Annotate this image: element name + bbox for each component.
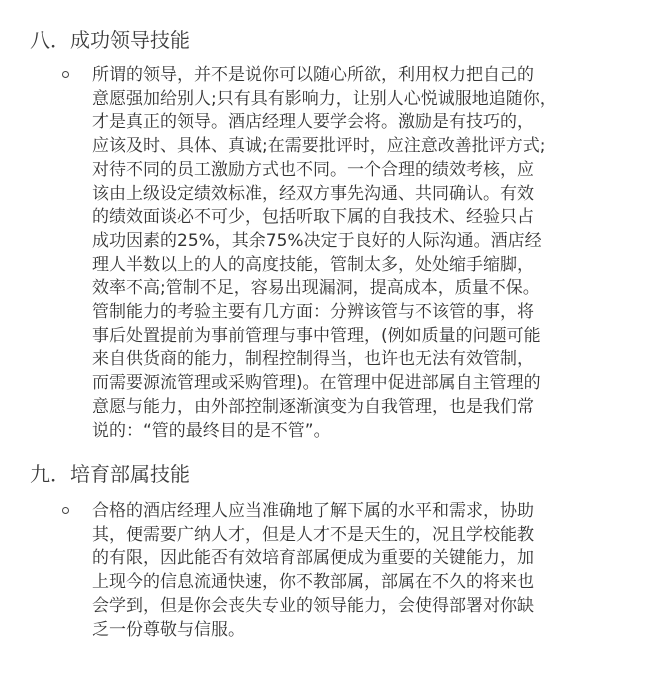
paragraph-line: 的绩效面谈必不可少，包括听取下属的自我技术、经验只占	[92, 207, 534, 228]
paragraph-line: 意愿强加给别人;只有具有影响力，让别人心悦诚服地追随你，	[92, 88, 557, 109]
hollow-bullet-icon	[62, 71, 69, 78]
paragraph-line: 才是真正的领导。酒店经理人要学会将。激励是有技巧的，	[92, 112, 534, 133]
paragraph-line: 合格的酒店经理人应当准确地了解下属的水平和需求，协助	[92, 501, 534, 521]
section-heading-leadership: 八．成功领导技能	[30, 28, 190, 52]
paragraph-line: 成功因素的25%，其余75%决定于良好的人际沟通。酒店经	[92, 230, 542, 251]
paragraph-line: 对待不同的员工激励方式也不同。一个合理的绩效考核，应	[92, 159, 534, 180]
leadership-paragraph	[92, 64, 632, 443]
paragraph-line: 其，便需要广纳人才，但是人才不是天生的，况且学校能教	[92, 524, 534, 545]
paragraph-line: 乏一份尊敬与信服。	[92, 619, 245, 640]
paragraph-line: 管制能力的考验主要有几方面：分辨该管与不该管的事，将	[92, 302, 534, 323]
section-heading-subordinate-training: 九．培育部属技能	[30, 462, 190, 486]
paragraph-line: 效率不高;管制不足，容易出现漏洞，提高成本，质量不保。	[92, 278, 540, 299]
paragraph-line: 来自供货商的能力，制程控制得当，也许也无法有效管制，	[92, 349, 534, 370]
paragraph-line: 所谓的领导，并不是说你可以随心所欲，利用权力把自己的	[92, 65, 534, 85]
paragraph-line: 说的：“管的最终目的是不管”。	[92, 420, 331, 441]
paragraph-line: 会学到，但是你会丧失专业的领导能力，会使得部署对你缺	[92, 595, 534, 616]
paragraph-line: 意愿与能力，由外部控制逐渐演变为自我管理，也是我们常	[92, 396, 534, 417]
paragraph-line: 而需要源流管理或采购管理)。在管理中促进部属自主管理的	[92, 373, 541, 394]
subordinate-training-paragraph	[92, 500, 632, 642]
paragraph-line: 理人半数以上的人的高度技能，管制太多，处处缩手缩脚，	[92, 254, 534, 275]
paragraph-line: 事后处置提前为事前管理与事中管理，(例如质量的问题可能	[92, 325, 541, 346]
hollow-bullet-icon	[62, 507, 69, 514]
paragraph-line: 应该及时、具体、真诚;在需要批评时，应注意改善批评方式;	[92, 136, 546, 157]
paragraph-line: 上现今的信息流通快速，你不教部属，部属在不久的将来也	[92, 572, 534, 593]
paragraph-line: 的有限，因此能否有效培育部属便成为重要的关键能力，加	[92, 548, 534, 569]
paragraph-line: 该由上级设定绩效标准，经双方事先沟通、共同确认。有效	[92, 183, 534, 204]
